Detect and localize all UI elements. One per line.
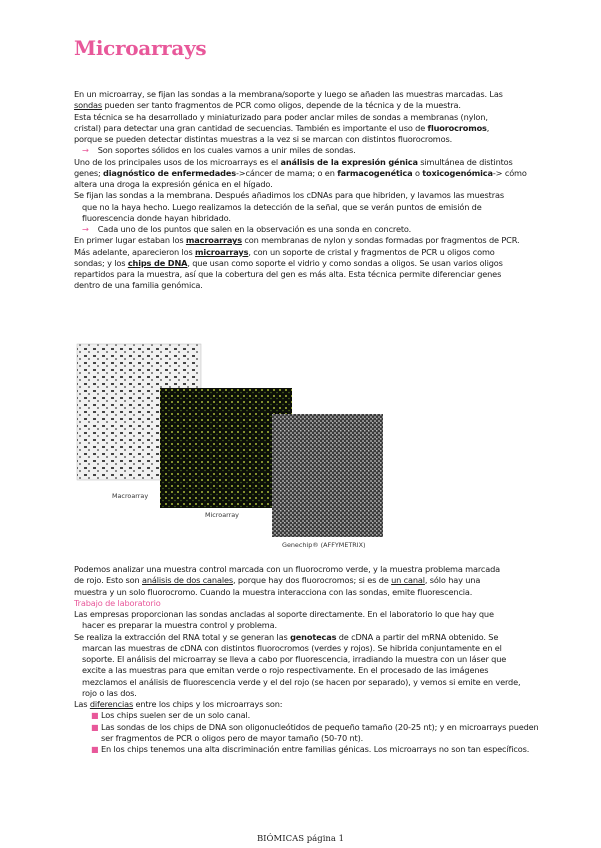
arrow-note [74, 145, 544, 156]
text: de cDNA a partir del mRNA obtenido. Se [336, 631, 499, 642]
text: Son soportes sólidos en los cuales vamos a unir miles de sondas. [97, 145, 356, 156]
text: En un microarray, se fijan las sondas a la membrana/soporte y luego se añaden las muestras marcadas. Las [74, 89, 503, 99]
paragraph [74, 564, 544, 575]
text: -> cómo [492, 167, 527, 178]
text: rojo o las dos. [82, 687, 137, 698]
text: de rojo. Esto son [74, 575, 143, 586]
text-block-intro [74, 89, 544, 292]
text: En primer lugar estaban los [74, 235, 186, 246]
text: dentro de una familia genómica. [74, 280, 203, 291]
text: ->cáncer de mama; o en [235, 167, 338, 178]
text: Uno de los principales usos de los microarrays es el [74, 156, 281, 167]
paragraph [74, 654, 544, 665]
text: genes; [74, 167, 104, 178]
paragraph [74, 168, 544, 179]
microarray-figure [74, 340, 404, 558]
arrow-note [74, 224, 544, 235]
text: , sólo hay una [424, 575, 481, 586]
bullet-icon: ■ [91, 745, 99, 754]
text: entre los chips y los microarrays son: [133, 699, 283, 709]
text: Las empresas proporcionan las sondas ancladas al soporte directamente. En el laboratorio lo que hay que [74, 609, 494, 619]
underlined-term: un canal [391, 575, 425, 586]
paragraph [74, 688, 544, 699]
bold-term: genotecas [290, 631, 337, 642]
bold-term: fluorocromos [427, 122, 487, 133]
paragraph [74, 202, 544, 213]
text: o [412, 167, 423, 178]
underlined-term: sondas [74, 100, 103, 111]
paragraph [74, 280, 544, 291]
paragraph [74, 258, 544, 269]
bold-term: macroarrays [185, 235, 242, 246]
text: sondas; y los [74, 257, 128, 268]
underlined-term: diferencias [89, 699, 134, 709]
text: pueden ser tanto fragmentos de PCR como oligos, depende de la técnica y de la muestra. [102, 100, 461, 111]
paragraph [74, 609, 544, 620]
text: simultánea de distintos [417, 156, 513, 167]
text: , que usan como soporte el vidrio y como sondas a oligos. Se usan varios oligos [187, 257, 503, 268]
text: Cada uno de los puntos que salen en la observación es una sonda en concreto. [97, 224, 412, 234]
underlined-term: análisis de dos canales [142, 575, 233, 586]
bold-term: chips de DNA [127, 257, 188, 268]
bullet-icon: ■ [91, 711, 99, 721]
genechip-image [272, 414, 383, 537]
paragraph [74, 677, 544, 688]
paragraph [74, 123, 544, 134]
text: marcan las muestras de cDNA con distintos fluorocromos (verdes y rojos). Se hibrida conjuntamente en el [82, 642, 502, 653]
text: que no la haya hecho. Luego realizamos la detección de la señal, que se verán puntos de emisión de [82, 201, 482, 212]
text: excite a las muestras para que emitan verde o rojo respectivamente. En el procesado de las imágenes [82, 665, 489, 676]
text: soporte. El análisis del microarray se lleva a cabo por fluorescencia, irradiando la muestra con un láser que [82, 654, 507, 664]
paragraph [74, 190, 544, 201]
text-block-lower [74, 564, 544, 755]
text: Se fijan las sondas a la membrana. Después añadimos los cDNAs para que hibriden, y lavamos las muestras [74, 190, 504, 201]
paragraph [74, 213, 544, 224]
paragraph [74, 179, 544, 190]
paragraph [74, 235, 544, 246]
text: Más adelante, aparecieron los [74, 246, 196, 257]
text: porque se pueden detectar distintas muestras a la vez si se marcan con distintos fluorocromos. [74, 134, 453, 144]
paragraph [74, 89, 544, 100]
text: , [486, 122, 490, 133]
bold-term: análisis de la expresión génica [280, 156, 418, 167]
paragraph [74, 699, 544, 710]
bold-term: toxicogenómica [422, 167, 493, 178]
paragraph [74, 587, 544, 598]
bullet-icon: ■ [91, 722, 99, 732]
text: altera una droga la expresión génica en el hígado. [74, 179, 273, 189]
paragraph [74, 620, 544, 631]
text: , con un soporte de cristal y fragmentos de PCR u oligos como [248, 246, 495, 257]
paragraph [74, 643, 544, 654]
page-title: Microarrays [74, 36, 207, 60]
paragraph [74, 632, 544, 643]
paragraph [74, 269, 544, 280]
list-item [91, 710, 544, 721]
text: mezclamos el análisis de fluorescencia verde y el del rojo (se hacen por separado), y vemos si emite en verde, [82, 676, 521, 687]
text: con membranas de nylon y sondas formadas por fragmentos de PCR. [241, 235, 520, 246]
text: Las sondas de los chips de DNA son oligonucleótidos de pequeño tamaño (20-25 nt); y en microarrays pueden ser fragmentos de PCR o oligos pero de mayor tamaño (50-70 nt). [101, 721, 539, 743]
bold-term: microarrays [195, 246, 249, 257]
figure-image [74, 340, 404, 558]
figure-label-microarray: Microarray [205, 511, 239, 519]
list-item [91, 722, 544, 745]
text: Se realiza la extracción del RNA total y se generan las [74, 631, 291, 642]
text: muestra y un solo fluorocromo. Cuando la muestra interacciona con las sondas, emite fluorescencia. [74, 586, 473, 597]
figure-label-macroarray: Macroarray [112, 492, 149, 500]
text: , porque hay dos fluorocromos; si es de [232, 575, 392, 586]
text: Los chips suelen ser de un solo canal. [101, 710, 251, 721]
paragraph [74, 157, 544, 168]
arrow-icon: → [82, 224, 89, 234]
text: repartidos para la muestra, así que la cobertura del gen es más alta. Esta técnica permite diferenciar genes [74, 269, 502, 279]
paragraph [74, 112, 544, 123]
text: hacer es preparar la muestra control y problema. [82, 620, 277, 631]
differences-list [74, 710, 544, 755]
bold-term: diagnóstico de enfermedades [103, 167, 236, 178]
page-footer: BIÓMICAS página 1 [256, 834, 345, 844]
text: fluorescencia donde hayan hibridado. [82, 212, 231, 223]
text: Las [74, 699, 90, 709]
figure-label-genechip: Genechip® (AFFYMETRIX) [282, 541, 366, 549]
bold-term: farmacogenética [337, 167, 413, 178]
paragraph [74, 247, 544, 258]
text: En los chips tenemos una alta discriminación entre familias génicas. Los microarrays no son tan específicos. [101, 744, 530, 754]
text: Podemos analizar una muestra control marcada con un fluorocromo verde, y la muestra problema marcada [74, 564, 501, 574]
text: Esta técnica se ha desarrollado y miniaturizado para poder anclar miles de sondas a membranas (nylon, [74, 111, 488, 122]
text: cristal) para detectar una gran cantidad de secuencias. También es importante el uso de [74, 122, 428, 133]
paragraph [74, 575, 544, 586]
section-heading: Trabajo de laboratorio [74, 597, 161, 608]
paragraph [74, 134, 544, 145]
list-item [91, 744, 544, 755]
arrow-icon: → [82, 145, 89, 156]
paragraph [74, 100, 544, 111]
paragraph [74, 665, 544, 676]
